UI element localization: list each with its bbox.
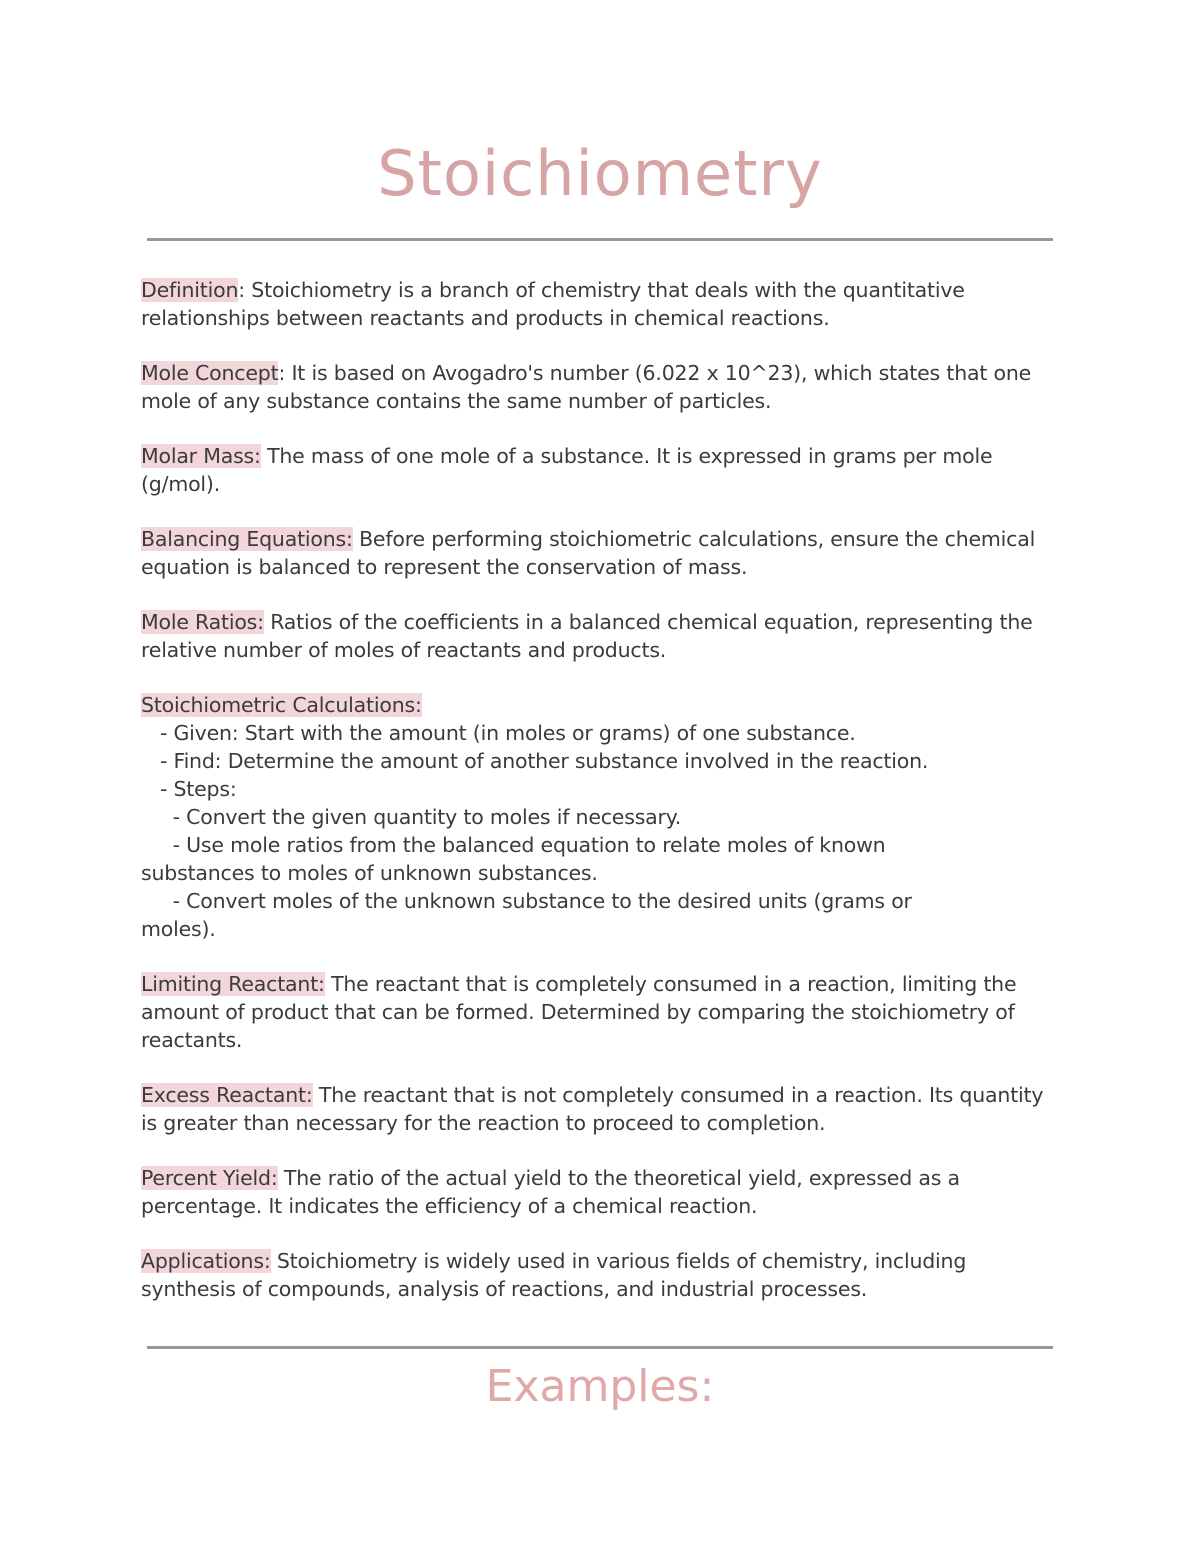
definition-text: : Stoichiometry is a branch of chemistry that deals with the quantitative relationships between reactants and products in chemical reactions.: [141, 278, 965, 330]
calc-line-find: - Find: Determine the amount of another substance involved in the reaction.: [141, 749, 929, 773]
mole-ratios-term: Mole Ratios:: [141, 610, 264, 634]
examples-heading: Examples:: [485, 1361, 715, 1412]
stoichiometric-calculations-term: Stoichiometric Calculations:: [141, 693, 422, 717]
excess-reactant-text: The reactant that is not completely consumed in a reaction. Its quantity is greater than necessary for the reaction to proceed to completion.: [141, 1083, 1044, 1135]
calc-line-steps: - Steps:: [141, 777, 237, 801]
calc-line-step-3b: moles).: [141, 917, 216, 941]
percent-yield-paragraph: [141, 1164, 1061, 1220]
excess-reactant-term: Excess Reactant:: [141, 1083, 313, 1107]
limiting-reactant-term: Limiting Reactant:: [141, 972, 325, 996]
calc-line-step-2b: substances to moles of unknown substances.: [141, 861, 598, 885]
bottom-divider: [147, 1346, 1053, 1349]
molar-mass-text: The mass of one mole of a substance. It is expressed in grams per mole (g/mol).: [141, 444, 993, 496]
molar-mass-term: Molar Mass:: [141, 444, 261, 468]
mole-concept-term: Mole Concept: [141, 361, 279, 385]
calc-line-step-2a: - Use mole ratios from the balanced equation to relate moles of known: [141, 833, 886, 857]
balancing-equations-text: Before performing stoichiometric calculations, ensure the chemical equation is balanced to represent the conservation of mass.: [141, 527, 1036, 579]
calc-line-step-1: - Convert the given quantity to moles if necessary.: [141, 805, 682, 829]
limiting-reactant-paragraph: [141, 970, 1061, 1054]
notes-body: [141, 276, 1061, 1330]
stoichiometric-calculations-block: [141, 691, 1061, 943]
molar-mass-paragraph: [141, 442, 1061, 498]
limiting-reactant-text: The reactant that is completely consumed in a reaction, limiting the amount of product that can be formed. Determined by comparing the stoichiometry of reactants.: [141, 972, 1017, 1052]
percent-yield-term: Percent Yield:: [141, 1166, 278, 1190]
mole-concept-paragraph: [141, 359, 1061, 415]
applications-text: Stoichiometry is widely used in various fields of chemistry, including synthesis of compounds, analysis of reactions, and industrial processes.: [141, 1249, 967, 1301]
top-divider: [147, 238, 1053, 241]
definition-paragraph: [141, 276, 1061, 332]
mole-concept-text: : It is based on Avogadro's number (6.022 x 10^23), which states that one mole of any substance contains the same number of particles.: [141, 361, 1032, 413]
applications-term: Applications:: [141, 1249, 271, 1273]
page-title: Stoichiometry: [377, 137, 823, 210]
calc-line-given: - Given: Start with the amount (in moles or grams) of one substance.: [141, 721, 856, 745]
mole-ratios-paragraph: [141, 608, 1061, 664]
excess-reactant-paragraph: [141, 1081, 1061, 1137]
applications-paragraph: [141, 1247, 1061, 1303]
mole-ratios-text: Ratios of the coefficients in a balanced chemical equation, representing the relative number of moles of reactants and products.: [141, 610, 1033, 662]
percent-yield-text: The ratio of the actual yield to the theoretical yield, expressed as a percentage. It indicates the efficiency of a chemical reaction.: [141, 1166, 960, 1218]
definition-term: Definition: [141, 278, 239, 302]
calc-line-step-3a: - Convert moles of the unknown substance to the desired units (grams or: [141, 889, 912, 913]
balancing-equations-paragraph: [141, 525, 1061, 581]
balancing-equations-term: Balancing Equations:: [141, 527, 353, 551]
